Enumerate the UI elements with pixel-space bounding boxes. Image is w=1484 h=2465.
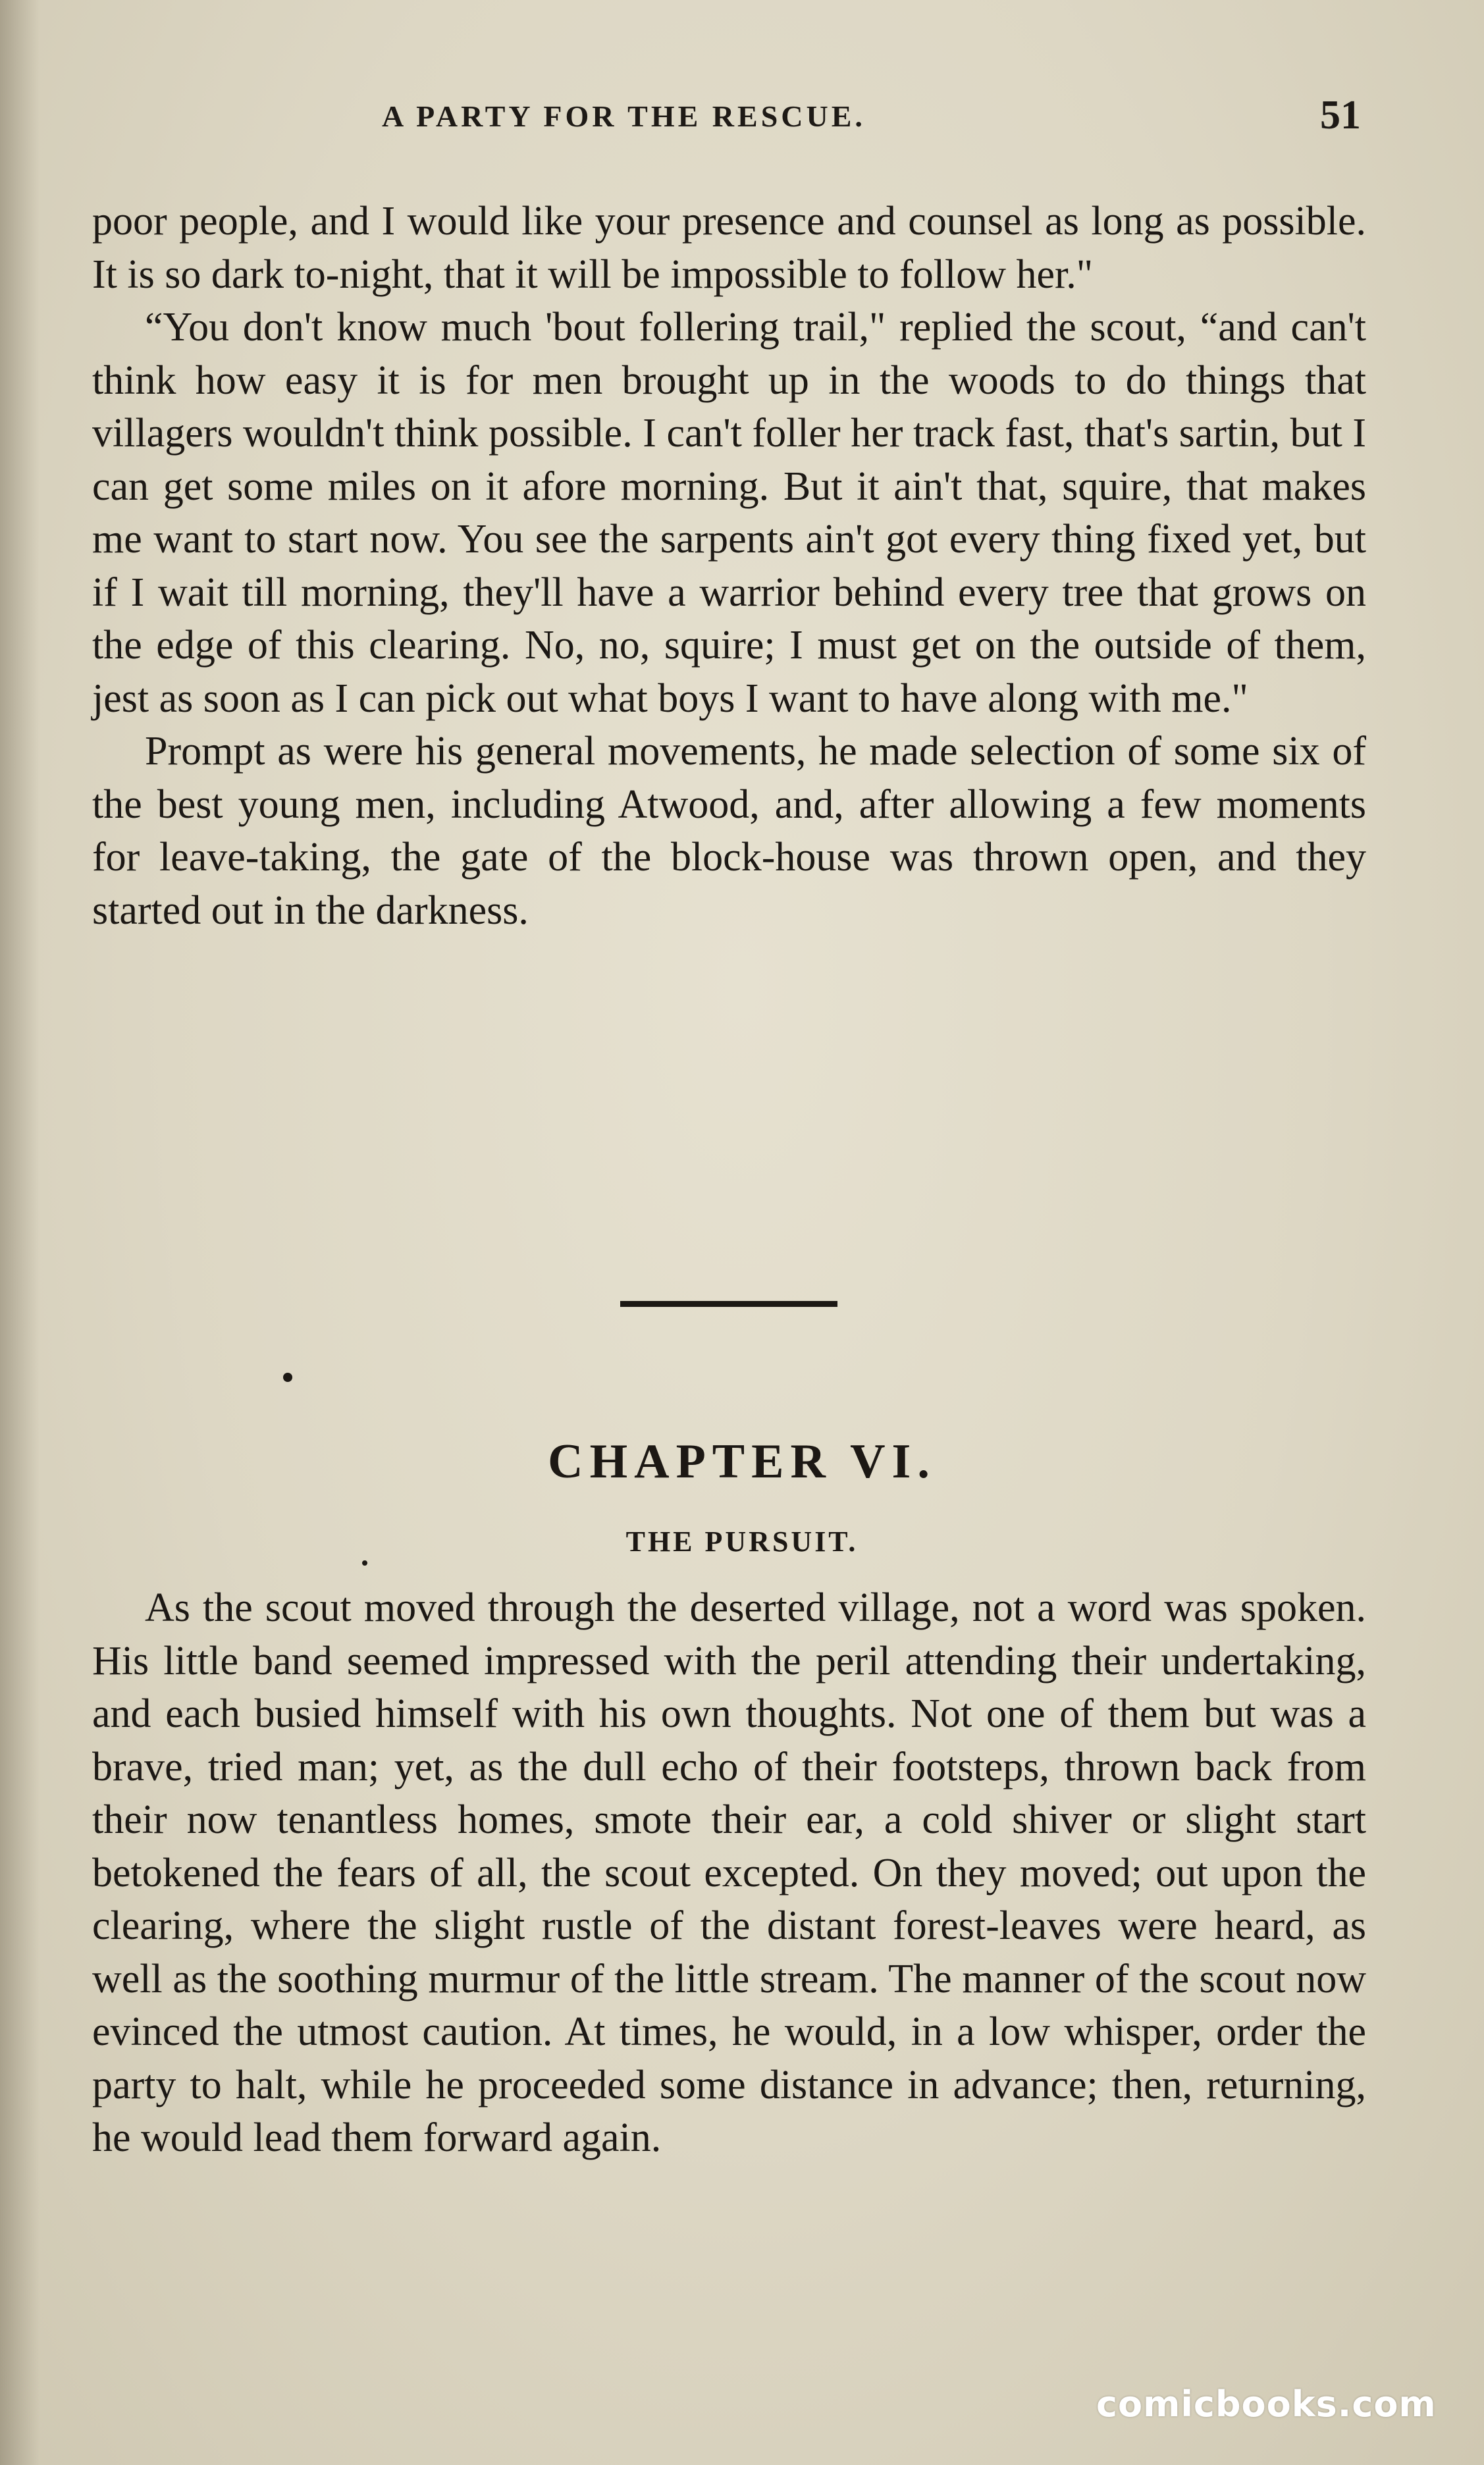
ink-speck xyxy=(362,1560,367,1566)
chapter-subtitle: THE PURSUIT. xyxy=(625,1525,859,1558)
running-title: A PARTY FOR THE RESCUE. xyxy=(382,99,866,133)
paragraph: As the scout moved through the deserted village, not a word was spoken. His little band seemed impressed with the peril attending their undertaking, and each busied himself with his own thoughts. Not one of them but was a brave, tried man; yet, as the dull echo of their footsteps, thrown back from their now tenantless homes, smote their ear, a cold shiver or slight start betokened the fears of all, the scout excepted. On they moved; out upon the clearing, where the slight rustle of the distant forest-leaves were heard, as well as the soothing murmur of the little stream. The manner of the scout now evinced the utmost caution. At times, he would, in a low whisper, order the party to halt, while he proceeded some distance in advance; then, returning, he would lead them forward again. xyxy=(92,1585,1366,2160)
paragraph: “You don't know much 'bout follering trail," replied the scout, “and can't think how easy it is for men brought up in the woods to do things that villagers wouldn't think possible. I can't foller her track fast, that's sartin, but I can get some miles on it afore morning. But it ain't that, squire, that makes me want to start now. You see the sarpents ain't got every thing fixed yet, but if I wait till morning, they'll have a warrior behind every tree that grows on the edge of this clearing. No, no, squire; I must get on the outside of them, jest as soon as I can pick out what boys I want to have along with me." xyxy=(92,305,1366,721)
page-spine-shadow xyxy=(0,0,40,2465)
body-text-section-1 xyxy=(92,195,1366,937)
watermark: comicbooks.com xyxy=(1096,2383,1437,2425)
body-text-section-2 xyxy=(92,1581,1366,2165)
running-header xyxy=(0,92,1484,151)
page-number: 51 xyxy=(1320,93,1361,138)
section-divider-rule xyxy=(620,1301,837,1307)
chapter-title: CHAPTER VI. xyxy=(548,1435,936,1489)
paragraph: poor people, and I would like your presence and counsel as long as possible. It is so dark to-night, that it will be impossible to follow her." xyxy=(92,199,1366,297)
paragraph: Prompt as were his general movements, he made selection of some six of the best young men, including Atwood, and, after allowing a few moments for leave-taking, the gate of the block-house was thrown open, and they started out in the darkness. xyxy=(92,729,1366,933)
ink-speck xyxy=(283,1373,292,1382)
